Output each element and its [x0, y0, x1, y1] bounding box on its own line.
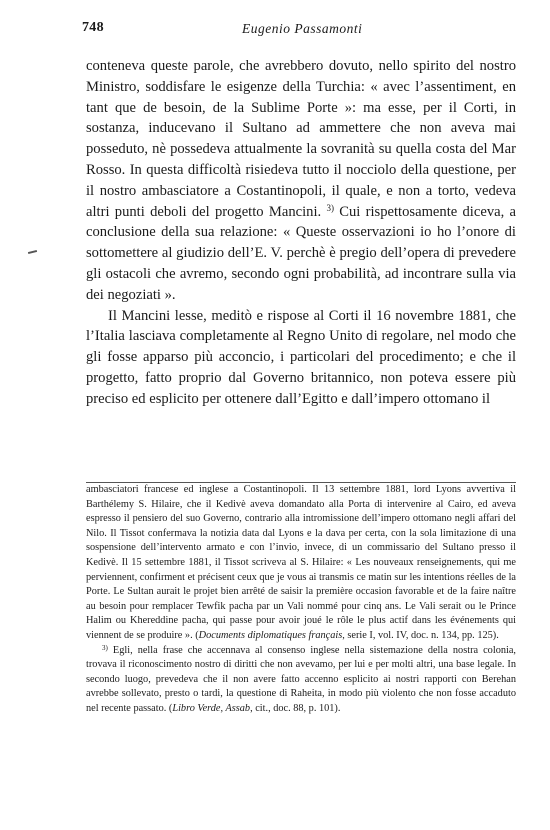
page-header: [82, 20, 480, 38]
margin-mark: [28, 250, 37, 254]
footnote-3: [86, 644, 516, 717]
paragraph-1-text: conteneva queste parole, che avrebbero dovuto, nello spirito del nostro Ministro, soddisfare le esigenze della Turchia: « avec l’assentiment, en tant que de besoin, de la Sublime Porte »: ma esse, per il Corti, in sostanza, inducevano il Sultano ad ammettere che non aveva mai posseduto, nè possedeva attualmente la sovranità su quella costa del Mar Rosso. In questa difficoltà risiedeva tutto il nocciolo della questione, per il nostro ambasciatore a Costantinopoli, il quale, e non a torto, vedeva altri punti deboli del progetto Mancini.: [86, 58, 516, 220]
footnote-ref-3: 3): [326, 202, 334, 213]
footnotes: [86, 483, 516, 717]
footnote-3-marker: 3): [102, 643, 108, 652]
footnote-continuation-text: ambasciatori francese ed inglese a Costantinopoli. Il 13 settembre 1881, lord Lyons avvertiva il Barthélemy S. Hilaire, che il Kedivè aveva domandato alla Porta di intervenire al Cairo, ed aveva espresso il pensiero del suo Governo, contrario alla intromissione dell’impero ottomano negli affari del Nilo. Il Tissot confermava la notizia data dal Lyons e la dava per certa, con la sola limitazione di una sospensione dell’intervento armato e con l’invio, invece, di un commissario del Sultano presso il Kedivè. Il 15 settembre 1881, il Tissot scriveva al S. Hilaire: « Les nouveaux renseignements, qui me perviennent, confirment et précisent ceux que je vous ai transmis ce matin sur les intentions réelles de la Porte. Le Sultan aurait le projet bien arrêté de saisir la première occasion favorable et de la faire naître au besoin pour remplacer Tewfik pacha par un Vali nommé pour cinq ans. Le Vali serait ou le Prince Halim ou Khereddine pacha, qui passe pour avoir joué le rôle le plus actif dans les événements qui viennent de se produire ». (: [86, 484, 516, 641]
footnote-continuation: [86, 483, 516, 644]
paragraph-1-tail: Cui rispettosamente diceva, a conclusione della sua relazione: « Queste osservazioni io ho l’onore di sottomettere al giudizio dell’E. V. perchè è pregio dell’opera di prevedere gli ostacoli che avremo, secondo ogni probabilità, ad incontrare sulla via dei negoziati ».: [86, 203, 517, 303]
footnote-continuation-source-tail: , serie I, vol. IV, doc. n. 134, pp. 125).: [342, 629, 499, 641]
footnote-3-text: Egli, nella frase che accennava al consenso inglese nella sistemazione della nostra colonia, trovava il riconoscimento nostro di diritti che non avevamo, per lui e per molti altri, una base legale. In secondo luogo, prevedeva che il non avere fatto accenno esplicito ai nostri rapporti con Berehan avrebbe sollevato, presto o tardi, la questione di Raheita, in modo più violento che non fosse accaduto nel recente passato. (: [86, 644, 516, 714]
main-text: [86, 56, 516, 410]
footnote-continuation-source: Documents diplomatiques français: [198, 629, 343, 641]
paragraph-1: [86, 56, 516, 306]
paragraph-2: Il Mancini lesse, meditò e rispose al Corti il 16 novembre 1881, che l’Italia lasciava completamente al Regno Unito di regolare, nel modo che gli fosse apparso più acconcio, i particolari del procedimento; e che il progetto, fatto proprio dal Governo britannico, non poteva essere più preciso ed esplicito per ottenere dall’Egitto e dall’impero ottomano il: [86, 307, 516, 407]
footnote-3-source: Libro Verde, Assab: [172, 702, 251, 714]
running-head: Eugenio Passamonti: [242, 21, 363, 36]
page-number: 748: [82, 20, 104, 35]
footnote-3-source-tail: , cit., doc. 88, p. 101).: [250, 702, 341, 714]
